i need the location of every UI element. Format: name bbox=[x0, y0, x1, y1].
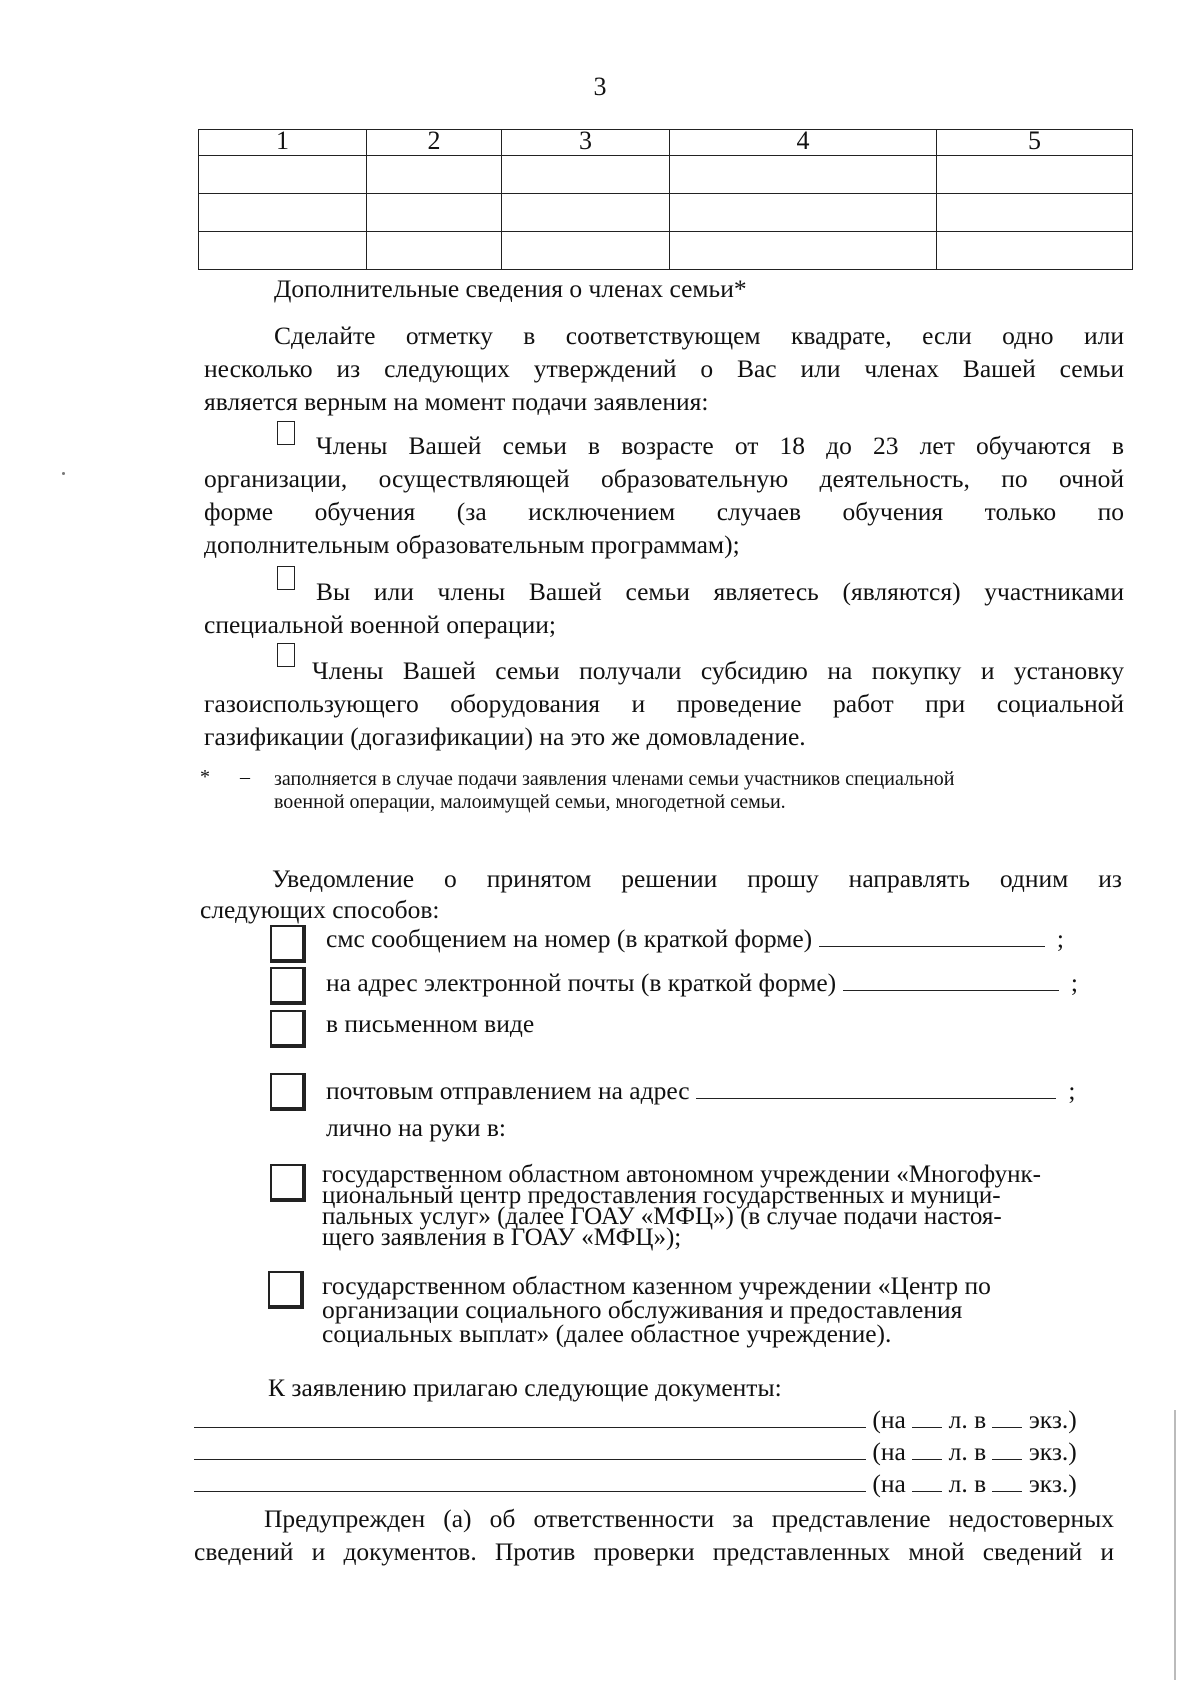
copies-count-field[interactable] bbox=[992, 1405, 1022, 1428]
postal-address-field[interactable] bbox=[696, 1074, 1056, 1099]
copies-suffix: экз.) bbox=[1028, 1437, 1077, 1466]
email-field[interactable] bbox=[843, 966, 1059, 991]
warning-line: Предупрежден (а) об ответственности за представление недостоверных bbox=[264, 1504, 1114, 1533]
attachment-line bbox=[194, 1467, 1077, 1500]
table-cell[interactable] bbox=[670, 194, 937, 232]
gas-subsidy-checkbox[interactable] bbox=[277, 643, 295, 667]
email-option bbox=[326, 966, 1078, 999]
written-checkbox[interactable] bbox=[270, 1010, 306, 1048]
table-cell[interactable] bbox=[367, 194, 502, 232]
family-info-intro-line: Сделайте отметку в соответствующем квадрате, если одно или bbox=[274, 321, 1124, 350]
email-checkbox[interactable] bbox=[270, 967, 306, 1005]
table-cell[interactable] bbox=[937, 194, 1133, 232]
option-text-line: форме обучения (за исключением случаев обучения только по bbox=[204, 497, 1124, 526]
warning-line: сведений и документов. Против проверки представленных мной сведений и bbox=[194, 1537, 1114, 1566]
table-row bbox=[199, 156, 1133, 194]
semicolon: ; bbox=[1070, 968, 1078, 997]
table-header-cell: 3 bbox=[502, 130, 670, 156]
table-cell[interactable] bbox=[937, 156, 1133, 194]
footnote-line: военной операции, малоимущей семьи, многодетной семьи. bbox=[274, 791, 786, 813]
email-option-label: на адрес электронной почты (в краткой форме) bbox=[326, 968, 837, 997]
table-header-row bbox=[199, 130, 1133, 156]
option-text-line: специальной военной операции; bbox=[204, 610, 557, 639]
notification-intro-line: Уведомление о принятом решении прошу направлять одним из bbox=[272, 864, 1122, 893]
svo-participant-checkbox[interactable] bbox=[277, 566, 295, 590]
post-option bbox=[326, 1074, 1075, 1107]
family-info-heading: Дополнительные сведения о членах семьи* bbox=[274, 274, 747, 303]
scan-margin-line bbox=[1174, 1410, 1176, 1680]
sheets-label: (на bbox=[872, 1469, 906, 1498]
attachment-line bbox=[194, 1403, 1077, 1436]
written-option-label: в письменном виде bbox=[326, 1009, 535, 1038]
footnote-line: заполняется в случае подачи заявления членами семьи участников специальной bbox=[274, 768, 955, 790]
table-row bbox=[199, 194, 1133, 232]
document-name-field[interactable] bbox=[194, 1403, 866, 1428]
option-text-line: дополнительным образовательным программам); bbox=[204, 530, 740, 559]
in-person-label: лично на руки в: bbox=[326, 1113, 507, 1142]
page-number: 3 bbox=[593, 72, 607, 101]
mfc-option-line: государственном областном автономном учреждении «Многофунк- bbox=[322, 1161, 1041, 1188]
copies-suffix: экз.) bbox=[1028, 1405, 1077, 1434]
table-cell[interactable] bbox=[502, 156, 670, 194]
sheets-label: (на bbox=[872, 1405, 906, 1434]
post-option-label: почтовым отправлением на адрес bbox=[326, 1076, 690, 1105]
document-name-field[interactable] bbox=[194, 1467, 866, 1492]
table-header-cell: 1 bbox=[199, 130, 367, 156]
table-cell[interactable] bbox=[937, 232, 1133, 270]
notification-intro-line: следующих способов: bbox=[200, 895, 440, 924]
copies-count-field[interactable] bbox=[992, 1437, 1022, 1460]
semicolon: ; bbox=[1068, 1076, 1076, 1105]
table-cell[interactable] bbox=[670, 156, 937, 194]
table-cell[interactable] bbox=[199, 156, 367, 194]
copies-suffix: экз.) bbox=[1028, 1469, 1077, 1498]
mfc-option-line: циональный центр предоставления государственных и муници- bbox=[322, 1182, 1001, 1209]
footnote-dash: – bbox=[240, 766, 250, 788]
option-text-line: газификации (догазификации) на это же домовладение. bbox=[204, 722, 806, 751]
copies-label: л. в bbox=[948, 1437, 987, 1466]
copies-label: л. в bbox=[948, 1405, 987, 1434]
mfc-option-line: пальных услуг» (далее ГОАУ «МФЦ») (в случае подачи настоя- bbox=[322, 1203, 1002, 1230]
option-text-line: Члены Вашей семьи в возрасте от 18 до 23 лет обучаются в bbox=[316, 431, 1124, 460]
table-cell[interactable] bbox=[199, 194, 367, 232]
mfc-option-line: щего заявления в ГОАУ «МФЦ»); bbox=[322, 1224, 682, 1251]
sheets-count-field[interactable] bbox=[912, 1405, 942, 1428]
document-name-field[interactable] bbox=[194, 1435, 866, 1460]
data-table bbox=[198, 126, 1133, 270]
option-text-line: Вы или члены Вашей семьи являетесь (являются) участниками bbox=[316, 577, 1124, 606]
phone-number-field[interactable] bbox=[819, 922, 1045, 947]
regional-option-line: социальных выплат» (далее областное учреждение). bbox=[322, 1319, 892, 1348]
students-checkbox[interactable] bbox=[277, 421, 295, 445]
table-cell[interactable] bbox=[502, 232, 670, 270]
table-cell[interactable] bbox=[199, 232, 367, 270]
footnote-mark: * bbox=[200, 766, 210, 788]
regional-option-line: организации социального обслуживания и предоставления bbox=[322, 1295, 963, 1324]
attachments-heading: К заявлению прилагаю следующие документы: bbox=[268, 1373, 782, 1402]
attachment-line bbox=[194, 1435, 1077, 1468]
semicolon: ; bbox=[1056, 924, 1064, 953]
scan-speck bbox=[62, 472, 65, 475]
table-header-cell: 5 bbox=[937, 130, 1133, 156]
table-cell[interactable] bbox=[670, 232, 937, 270]
regional-option-line: государственном областном казенном учреждении «Центр по bbox=[322, 1271, 991, 1300]
regional-office-checkbox[interactable] bbox=[268, 1271, 304, 1309]
option-text-line: газоиспользующего оборудования и проведение работ при социальной bbox=[204, 689, 1124, 718]
sheets-count-field[interactable] bbox=[912, 1469, 942, 1492]
copies-count-field[interactable] bbox=[992, 1469, 1022, 1492]
sheets-label: (на bbox=[872, 1437, 906, 1466]
table-header-cell: 4 bbox=[670, 130, 937, 156]
sheets-count-field[interactable] bbox=[912, 1437, 942, 1460]
family-info-intro-line: несколько из следующих утверждений о Вас или членах Вашей семьи bbox=[204, 354, 1124, 383]
mfc-checkbox[interactable] bbox=[270, 1164, 306, 1202]
option-text-line: организации, осуществляющей образовательную деятельность, по очной bbox=[204, 464, 1124, 493]
option-text-line: Члены Вашей семьи получали субсидию на покупку и установку bbox=[312, 656, 1124, 685]
table-header-cell: 2 bbox=[367, 130, 502, 156]
table-cell[interactable] bbox=[367, 156, 502, 194]
family-info-intro-line: является верным на момент подачи заявления: bbox=[204, 387, 709, 416]
table-cell[interactable] bbox=[367, 232, 502, 270]
sms-checkbox[interactable] bbox=[270, 925, 306, 963]
table-row bbox=[199, 232, 1133, 270]
sms-option bbox=[326, 922, 1064, 955]
table-cell[interactable] bbox=[502, 194, 670, 232]
post-checkbox[interactable] bbox=[270, 1073, 306, 1111]
copies-label: л. в bbox=[948, 1469, 987, 1498]
sms-option-label: смс сообщением на номер (в краткой форме) bbox=[326, 924, 813, 953]
